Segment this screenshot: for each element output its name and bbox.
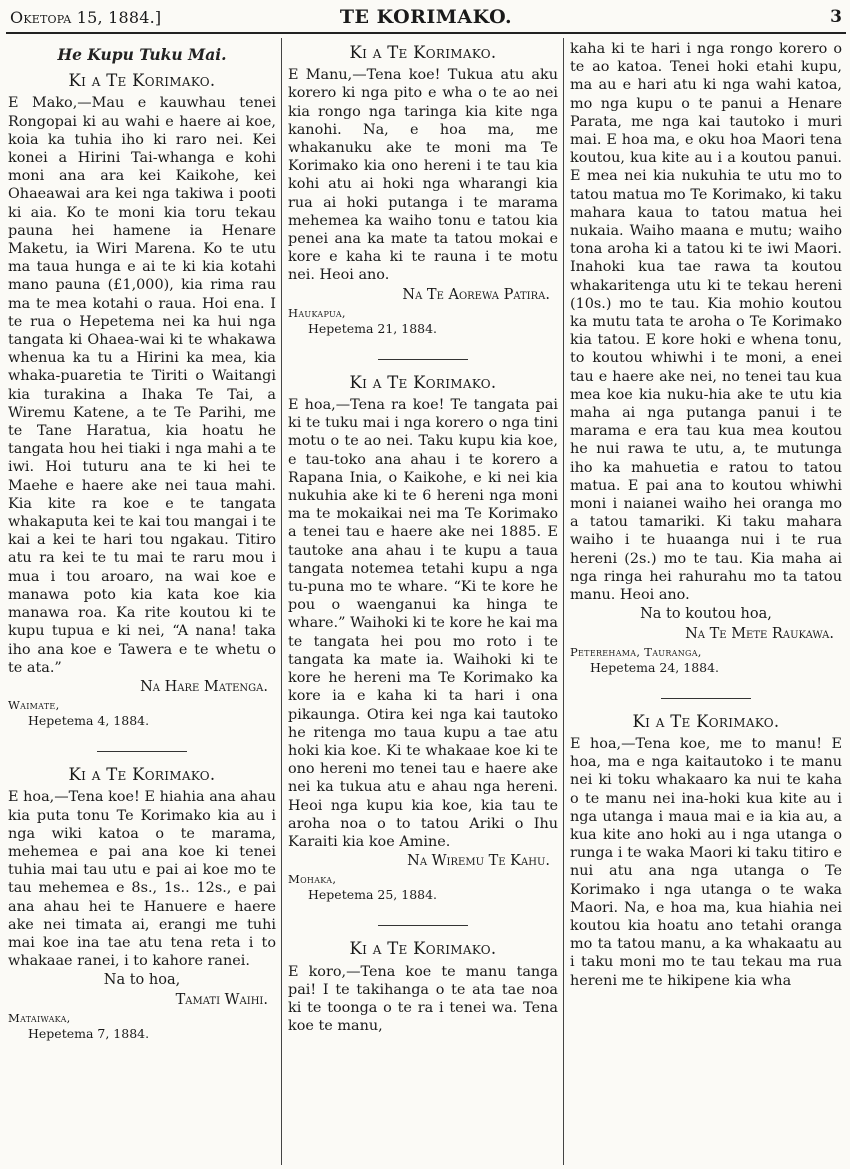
page-number: 3 (830, 7, 842, 27)
letter-closing: Na to koutou hoa, (640, 606, 772, 623)
letter-heading: Ki a Te Korimako. (68, 765, 216, 785)
letter-place: Haukapua, (288, 305, 346, 320)
column-1 (8, 40, 276, 1165)
issue-date: Oketopa 15, 1884.] (10, 8, 162, 27)
letter-body: E Manu,—Tena koe! Tukua atu aku korero ki nga pito e wha o te ao nei kia rongo nga taringa kia kite nga kanohi. Na, e hoa ma, me whakanuku ake te moni ma Te Korimako kia ono hereni i te tau kia kohi atu ai hoki nga wharangi kia rua ai hoki putanga i te marama mehemea ka waiho tonu e tatou kia penei ana ka mate ta tatou mokai e kore e kaha ki te rauna i te motu nei. Heoi ano. (288, 67, 558, 284)
letter-heading: Ki a Te Korimako. (632, 711, 780, 731)
letter-date: Hepetema 21, 1884. (308, 320, 438, 336)
section-divider (661, 698, 751, 699)
section-title: He Kupu Tuku Mai. (57, 45, 227, 64)
letter-place: Mataiwaka, (8, 1010, 71, 1025)
column-divider (563, 38, 564, 1165)
letter-signature: Na Te Mete Raukawa. (685, 625, 834, 642)
page-header (6, 4, 846, 34)
letter-body: E Mako,—Mau e kauwhau tenei Rongopai ki au wahi e haere ai koe, koia ka tuhia iho ki raro nei. Kei konei a Hirini Tai-whanga e kohi moni ana ara kei Kaikohe, kei Ohaeawai ara kei nga takiwa i pooti ki aia. Ko te moni kia toru tekau pauna hei hamene ia Henare Maketu, ia Wiri Marena. Ko te utu ma taua hunga e ai te ki kia kotahi mano pauna (£1,000), kia rima rau ma te mea kotahi o raua. Hoi ena. I te rua o Hepetema nei ka hui nga tangata ki Ohaea-wai ki te whakawa whenua ka tu a Hirini ka mea, kia whaka-puaretia te Tiriti o Waitangi kia turakina a Ihaka Te Tai, a Wiremu Katene, a te Te Parihi, me te Tane Haratua, kia hoatu he tangata hou hei tiaki i nga mahi a te iwi. Hoi tuturu ana te ki hei te Maehe e haere ake nei taua mahi. Kia kite ra koe e te tangata whakaputa kei te kai tou mangai i te kai a kei te hari tou ngakau. Titiro atu ra kei te tu mai te raru mou i mua i tou aroaro, na wai koe e manawa poto kia kata koe kia manawa roa. Ka rite koutou ki te kupu tupua e ki nei, “A nana! taka iho ana koe e Tawera e te whetu o te ata.” (8, 95, 276, 676)
letter-body: E hoa,—Tena koe! E hiahia ana ahau kia puta tonu Te Korimako kia au i nga wiki katoa o te marama, mehemea e pai ana koe ki tenei tuhia mai tau utu e pai ai koe mo te tau mehemea e 8s., 1s.. 12s., e pai ana ahau hei te Hanuere e haere ake nei timata ai, erangi me tuhi mai koe ina tae atu tena reta i to whakaae ranei, i to kahore ranei. (8, 789, 276, 970)
letter-body-continuation: kaha ki te hari i nga rongo korero o te ao katoa. Tenei hoki etahi kupu, ma au e hari atu ki nga wahi katoa, mo nga kupu o te panui a Henare Parata, me nga kai tautoko i muri mai. E hoa ma, e oku hoa Maori tena koutou, kua kite au i a koutou panui. E mea nei kia nukuhia te utu mo to tatou matua mo Te Korimako, ki taku mahara kaua to tatou matua hei nukaia. Waiho maana e mutu; waiho tona aroha ki a tatou ki te iwi Maori. Inahoki kua tae rawa ta koutou whakaritenga utu ki te tekau hereni (10s.) mo te tau. Kia mohio koutou ka mutu tata te aroha o Te Korimako kia tatou. E kore hoki e whena tonu, to koutou whiwhi i te moni, a enei tau e haere ake nei, no tenei tau kua mea koe kia nuku-hia ake te utu kia maha ai nga putanga panui i te marama e era tau kua mea koutou he nui rawa te utu, a, te mutunga iho ka mahuetia e ratou to tatou matua. E pai ana to koutou whiwhi moni i naianei waiho hei oranga mo a tatou tamariki. Ki taku mahara waiho i te huaanga nui i te rua hereni (2s.) mo te tau. Kia maha ai nga ringa hei rahurahu mo ta tatou manu. Heoi ano. (570, 41, 842, 604)
letter-date: Hepetema 7, 1884. (28, 1025, 150, 1041)
letter-heading: Ki a Te Korimako. (68, 71, 216, 91)
letter-signature: Na Wiremu Te Kahu. (407, 853, 550, 870)
section-divider (378, 925, 468, 926)
column-divider (281, 38, 282, 1165)
letter-signature: Na Te Aorewa Patira. (402, 286, 550, 303)
letter-date: Hepetema 4, 1884. (28, 713, 150, 729)
letter-heading: Ki a Te Korimako. (349, 43, 497, 62)
letter-signature: Tamati Waihi. (175, 991, 268, 1008)
letter-heading: Ki a Te Korimako. (349, 939, 497, 959)
letter-place: Mohaka, (288, 872, 337, 887)
letter-body: E hoa,—Tena ra koe! Te tangata pai ki te tuku mai i nga korero o nga tini motu o te ao nei. Taku kupu kia koe, e tau-toko ana ahau i te korero a Rapana Inia, o Kaikohe, e ki nei kia nukuhia ake ki te 6 hereni nga moni ma te mokaikai nei ma Te Korimako a tenei tau e haere ake nei 1885. E tautoke ana ahau i te kupu a taua tangata notemea tetahi kupu a nga tu-puna mo te whare. “Ki te kore he pou o waenganui ka hinga te whare.” Waihoki ki te kore he kai ma te tangata hei pou mo roto i te tangata ka mate ia. Waihoki ki te kore he hereni ma Te Korimako ka kore ia e kaha ki ta hari i ona pikaunga. Otira kei nga kai tautoko he ritenga mo taua kupu a tae atu hoki kia koe. Ki te whakaae koe ki te ono hereni mo tenei tau e haere ake nei ka tukua atu e ahau nga hereni. Heoi nga kupu kia koe, kia tau te aroha noa o to tatou Ariki o Ihu Karaiti kia koe Amine. (288, 397, 558, 850)
letter-body: E hoa,—Tena koe, me to manu! E hoa, ma e nga kaitautoko i te manu nei ki toku whakaaro ka nui te kaha o te manu nei ina-hoki kua kite au i nga utanga i maua mai e ia kia au, a kua kite ano hoki au i nga utanga o runga i te waka Maori ki taku titiro e nui atu ana nga utanga o Te Korimako i nga utanga o te waka Maori. Na, e hoa ma, kua hiahia nei koutou kia hoatu ano tetahi oranga mo ta tatou manu, a ka whakaatu au i taku moni mo te tau tekau ma rua hereni me te hikipene kia wha (570, 735, 842, 989)
letter-heading: Ki a Te Korimako. (349, 372, 497, 392)
letter-date: Hepetema 24, 1884. (590, 659, 720, 675)
letter-date: Hepetema 25, 1884. (308, 887, 438, 903)
letter-closing: Na to hoa, (103, 972, 181, 989)
letter-place: Waimate, (8, 698, 60, 713)
letter-body: E koro,—Tena koe te manu tanga pai! I te takihanga o te ata tae noa ki te toonga o te ra i tenei wa. Tena koe te manu, (288, 963, 558, 1035)
column-2 (288, 40, 558, 1165)
section-divider (97, 751, 187, 752)
newspaper-title: TE KORIMAKO. (339, 6, 513, 28)
column-3 (570, 40, 842, 1165)
letter-place: Peterehama, Tauranga, (570, 644, 702, 659)
letter-signature: Na Hare Matenga. (140, 678, 268, 695)
section-divider (378, 359, 468, 360)
